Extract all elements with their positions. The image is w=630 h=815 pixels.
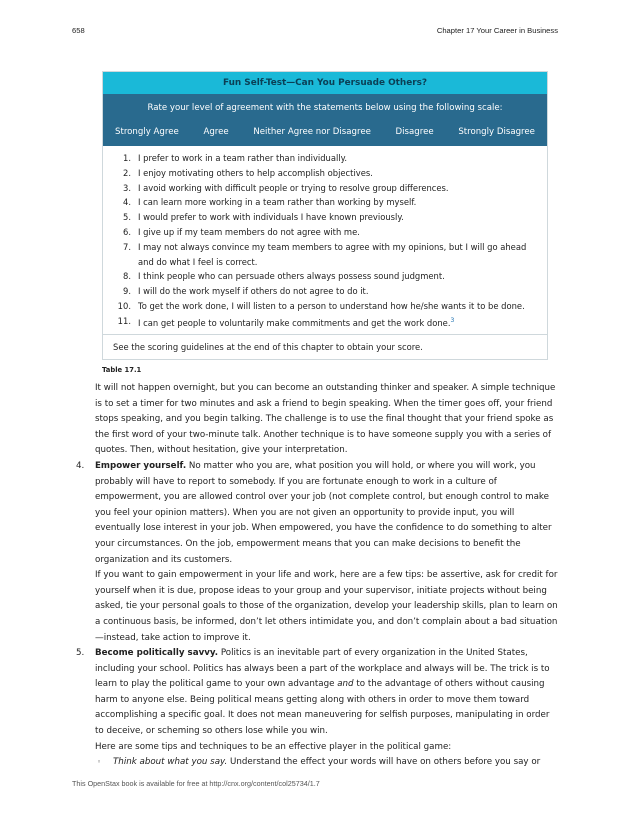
page-footer: This OpenStax book is available for free at http://cnx.org/content/col25734/1.7 <box>72 779 320 788</box>
scale-strongly-disagree: Strongly Disagree <box>458 127 535 137</box>
chapter-title: Chapter 17 Your Career in Business <box>436 26 558 35</box>
list-item: 5. I would prefer to work with individuals I have known previously. <box>123 212 404 223</box>
scale-instruction: Rate your level of agreement with the statements below using the following scale: <box>103 94 547 122</box>
scale-row <box>103 122 547 146</box>
list-item: 4. I can learn more working in a team rather than working by myself. <box>123 197 417 208</box>
item-lead: Become politically savvy. <box>95 648 219 659</box>
list-item: 7. I may not always convince my team members to agree with my opinions, but I will go ahead and do what I feel is correct. <box>123 241 527 267</box>
list-item-4: 4. Empower yourself. No matter who you are, what position you will hold, or where you will work, you probably will have to report to somebody. If you are fortunate enough to work in a culture of empowerment, you are allowed control over your job (not complete control, but enough control to make you feel your opinion matters). When you are not given an opportunity to provide input, you will eventually lose interest in your job. When empowered, you have the confidence to do something to alter your circumstances. On the job, empowerment means that you can make decisions to benefit the organization and its customers. If you want to gain empowerment in your life and work, here are a few tips: be assertive, ask for credit for yourself when it is due, propose ideas to your group and your supervisor, initiate projects without being asked, tie your personal goals to those of the organization, develop your leadership skills, plan to learn on a continuous basis, be informed, don’t let others intimidate you, and don’t complain about a bad situation—instead, take action to improve it. <box>76 459 558 646</box>
list-item: 2. I enjoy motivating others to help accomplish objectives. <box>123 167 373 178</box>
list-item-5: 5. Become politically savvy. Politics is an inevitable part of every organization in the United States, including your school. Politics has always been a part of the workplace and always will be. The trick is to learn to play the political game to your own advantage and to the advantage of others without causing harm to anyone else. Being political means getting along with others in order to move them toward accomplishing a specific goal. It does not mean maneuvering for selfish purposes, manipulating in order to deceive, or scheming so others lose while you win. Here are some tips and techniques to be an effective player in the political game: <box>76 646 558 755</box>
item-lead: Empower yourself. <box>95 460 187 471</box>
list-item: 11. I can get people to voluntarily make commitments and get the work done.$^3$ <box>117 315 455 328</box>
list-item: 9. I will do the work myself if others do not agree to do it. <box>123 286 369 297</box>
table-caption: Table 17.1 <box>102 366 142 374</box>
self-test-table <box>102 71 548 360</box>
continuation-paragraph: It will not happen overnight, but you can become an outstanding thinker and speaker. A simple technique is to set a timer for two minutes and ask a friend to begin speaking. When the timer goes off, your friend stops speaking, and you begin talking. The challenge is to use the final thought that your friend spoke as the first word of your two-minute talk. Another technique is to have someone supply you with a series of quotes. Then, without hesitation, give your interpretation. <box>95 383 556 456</box>
page-number: 658 <box>72 26 85 35</box>
body-text <box>76 381 558 771</box>
list-item: 1. I prefer to work in a team rather than individually. <box>123 153 348 163</box>
list-item: 6. I give up if my team members do not agree with me. <box>123 226 360 237</box>
table-title: Fun Self-Test—Can You Persuade Others? <box>103 72 547 94</box>
paragraph: If you want to gain empowerment in your life and work, here are a few tips: be assertive, ask for credit for yourself when it is due, propose ideas to your group and your supervisor, initiate projects without being asked, tie your personal goals to those of the organization, develop your leadership skills, plan to learn on a continuous basis, be informed, don’t let others intimidate you, and don’t complain about a bad situation—instead, take action to improve it. <box>95 570 558 643</box>
list-item: 8. I think people who can persuade others always possess sound judgment. <box>123 271 445 282</box>
footnote-link[interactable]: 3 <box>450 316 455 324</box>
scale-strongly-agree: Strongly Agree <box>115 127 179 137</box>
scale-disagree: Disagree <box>395 127 434 137</box>
running-header <box>72 26 558 38</box>
paragraph: Here are some tips and techniques to be an effective player in the political game: <box>95 741 452 752</box>
scale-neither: Neither Agree nor Disagree <box>253 127 371 137</box>
statement-list <box>103 146 547 335</box>
circle-bullet-icon: ◦ <box>97 758 102 767</box>
table-footer-note: See the scoring guidelines at the end of this chapter to obtain your score. <box>113 342 423 353</box>
list-item: 10. To get the work done, I will listen to a person to understand how he/she wants it to be done. <box>117 300 525 311</box>
list-item: 3. I avoid working with difficult people or trying to resolve group differences. <box>123 182 449 193</box>
scale-agree: Agree <box>203 127 229 137</box>
bullet-item: ◦ Think about what you say. Understand the effect your words will have on others before you say or <box>76 755 558 771</box>
